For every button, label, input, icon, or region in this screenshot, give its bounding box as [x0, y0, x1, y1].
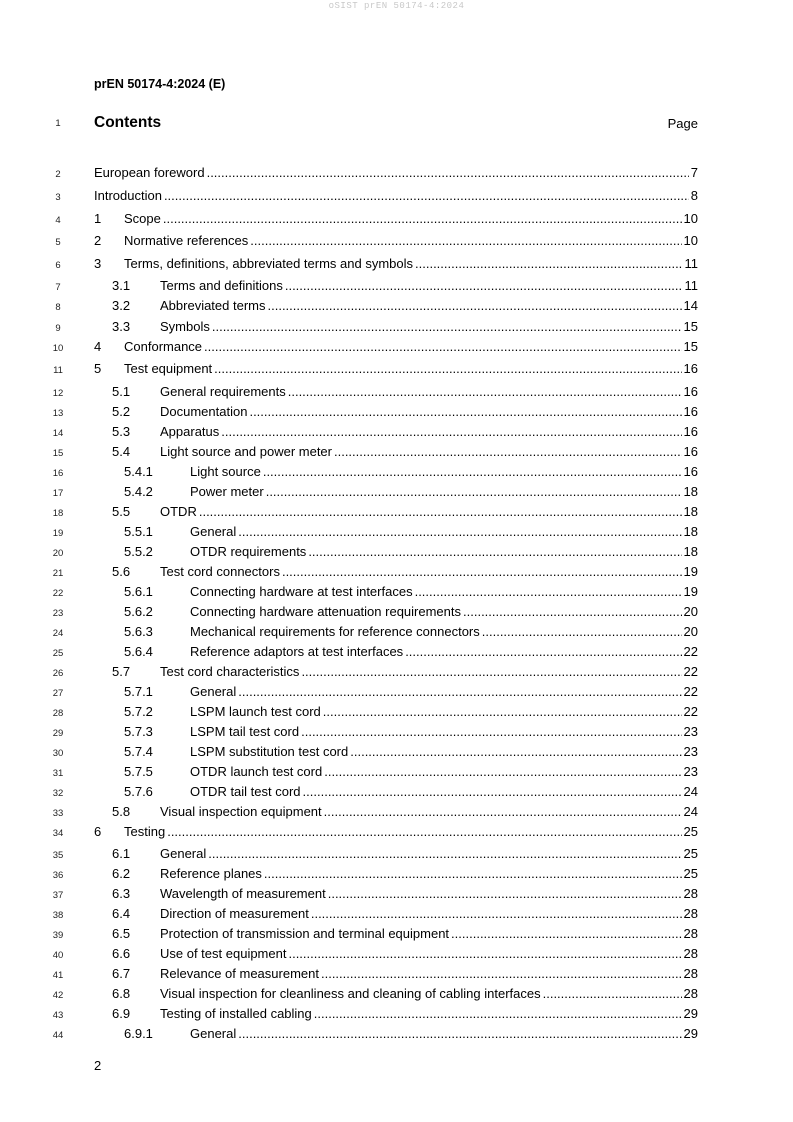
toc-entry[interactable] — [94, 404, 698, 420]
toc-entry[interactable] — [94, 824, 698, 840]
toc-entry-page: 16 — [683, 361, 698, 376]
toc-entry-number: 6.3 — [112, 886, 131, 901]
toc-entry-page: 28 — [683, 966, 698, 981]
line-number: 35 — [52, 850, 64, 861]
toc-entry[interactable] — [94, 946, 698, 962]
toc-entry-number: 5.5 — [112, 504, 131, 519]
toc-entry-number: 5.7.3 — [124, 724, 153, 739]
toc-entry[interactable] — [94, 584, 698, 600]
toc-entry-number: 5.4.2 — [124, 484, 153, 499]
toc-entry-title: Protection of transmission and terminal equipment — [160, 926, 450, 941]
dot-leader — [334, 444, 682, 459]
line-number: 15 — [52, 448, 64, 459]
toc-entry[interactable] — [94, 544, 698, 560]
line-number: 25 — [52, 648, 64, 659]
toc-entry[interactable] — [94, 664, 698, 680]
line-number: 27 — [52, 688, 64, 699]
line-number: 7 — [55, 282, 61, 293]
line-number: 32 — [52, 788, 64, 799]
page-number: 2 — [94, 1058, 102, 1073]
dot-leader — [250, 233, 681, 248]
line-number: 22 — [52, 588, 64, 599]
dot-leader — [451, 926, 681, 941]
toc-entry-number: 5.4 — [112, 444, 131, 459]
toc-entry[interactable] — [94, 804, 698, 820]
toc-entry-page: 23 — [683, 764, 698, 779]
line-number: 38 — [52, 910, 64, 921]
line-number: 26 — [52, 668, 64, 679]
toc-entry[interactable] — [94, 564, 698, 580]
toc-entry-page: 25 — [683, 846, 698, 861]
dot-leader — [543, 986, 682, 1001]
line-number: 20 — [52, 548, 64, 559]
toc-entry[interactable] — [94, 298, 698, 314]
toc-entry-page: 11 — [684, 278, 698, 293]
line-number: 16 — [52, 468, 64, 479]
toc-entry-number: 5.2 — [112, 404, 131, 419]
toc-entry-title: LSPM substitution test cord — [190, 744, 349, 759]
toc-entry-page: 10 — [683, 233, 698, 248]
toc-entry-page: 16 — [683, 444, 698, 459]
toc-entry-title: European foreword — [94, 165, 205, 180]
toc-entry-title: Test equipment — [124, 361, 213, 376]
toc-entry-page: 18 — [683, 484, 698, 499]
dot-leader — [288, 946, 681, 961]
toc-entry-title: Conformance — [124, 339, 203, 354]
toc-entry-title: Terms and definitions — [160, 278, 283, 293]
toc-entry-page: 15 — [683, 339, 698, 354]
toc-entry-page: 19 — [683, 584, 698, 599]
toc-entry-page: 22 — [683, 644, 698, 659]
line-number: 6 — [55, 260, 61, 271]
toc-entry-title: Wavelength of measurement — [160, 886, 326, 901]
dot-leader — [324, 764, 681, 779]
line-number: 39 — [52, 930, 64, 941]
toc-entry-title: General requirements — [160, 384, 286, 399]
toc-entry-title: Light source and power meter — [160, 444, 332, 459]
toc-entry-number: 5.7.5 — [124, 764, 153, 779]
dot-leader — [221, 424, 681, 439]
toc-entry-number: 5.6.1 — [124, 584, 153, 599]
toc-entry-page: 16 — [683, 404, 698, 419]
dot-leader — [266, 484, 682, 499]
toc-entry-page: 25 — [683, 866, 698, 881]
toc-entry-title: Testing — [124, 824, 166, 839]
toc-entry-number: 5.7.1 — [124, 684, 153, 699]
toc-entry-number: 5.6.3 — [124, 624, 153, 639]
toc-entry-page: 16 — [683, 464, 698, 479]
dot-leader — [212, 319, 682, 334]
line-number: 44 — [52, 1030, 64, 1041]
toc-entry-page: 23 — [683, 724, 698, 739]
dot-leader — [199, 504, 682, 519]
toc-entry[interactable] — [94, 764, 698, 780]
dot-leader — [482, 624, 682, 639]
toc-entry-page: 28 — [683, 906, 698, 921]
toc-entry[interactable] — [94, 484, 698, 500]
toc-entry-number: 6.4 — [112, 906, 131, 921]
toc-entry[interactable] — [94, 1026, 698, 1042]
line-number: 21 — [52, 568, 64, 579]
toc-entry-title: Reference adaptors at test interfaces — [190, 644, 404, 659]
toc-entry-title: Symbols — [160, 319, 210, 334]
toc-entry-number: 5.5.2 — [124, 544, 153, 559]
toc-entry-page: 14 — [683, 298, 698, 313]
toc-entry[interactable] — [94, 504, 698, 520]
toc-entry-number: 5.6.4 — [124, 644, 153, 659]
toc-entry-title: Power meter — [190, 484, 264, 499]
dot-leader — [249, 404, 681, 419]
toc-entry-title: OTDR — [160, 504, 197, 519]
toc-entry-title: Connecting hardware attenuation requirements — [190, 604, 462, 619]
line-number: 3 — [55, 192, 61, 203]
dot-leader — [405, 644, 681, 659]
line-number: 18 — [52, 508, 64, 519]
line-number: 43 — [52, 1010, 64, 1021]
dot-leader — [303, 784, 682, 799]
toc-entry-title: Reference planes — [160, 866, 262, 881]
dot-leader — [264, 866, 682, 881]
toc-entry[interactable] — [94, 444, 698, 460]
toc-entry[interactable] — [94, 319, 698, 335]
toc-entry-page: 15 — [683, 319, 698, 334]
dot-leader — [463, 604, 682, 619]
watermark: oSIST prEN 50174-4:2024 — [328, 1, 465, 11]
dot-leader — [238, 1026, 681, 1041]
toc-entry[interactable] — [94, 724, 698, 740]
toc-entry[interactable] — [94, 644, 698, 660]
toc-entry[interactable] — [94, 704, 698, 720]
dot-leader — [323, 704, 682, 719]
line-number: 1 — [55, 118, 61, 129]
dot-leader — [311, 906, 682, 921]
toc-entry-number: 3.1 — [112, 278, 131, 293]
toc-entry[interactable] — [94, 233, 698, 249]
toc-entry[interactable] — [94, 906, 698, 922]
toc-entry[interactable] — [94, 926, 698, 942]
toc-entry[interactable] — [94, 744, 698, 760]
dot-leader — [163, 211, 682, 226]
line-number: 13 — [52, 408, 64, 419]
toc-entry[interactable] — [94, 866, 698, 882]
line-number: 8 — [55, 302, 61, 313]
dot-leader — [285, 278, 683, 293]
toc-entry-title: Testing of installed cabling — [160, 1006, 312, 1021]
toc-entry[interactable] — [94, 846, 698, 862]
toc-entry-title: OTDR requirements — [190, 544, 307, 559]
toc-entry[interactable] — [94, 684, 698, 700]
line-number: 14 — [52, 428, 64, 439]
toc-entry-page: 19 — [683, 564, 698, 579]
toc-entry-number: 5.7.4 — [124, 744, 153, 759]
line-number: 23 — [52, 608, 64, 619]
dot-leader — [415, 584, 682, 599]
toc-entry-title: Normative references — [124, 233, 249, 248]
toc-entry-page: 24 — [683, 804, 698, 819]
toc-entry-number: 2 — [94, 233, 102, 248]
line-number: 40 — [52, 950, 64, 961]
toc-entry-page: 20 — [683, 604, 698, 619]
toc-entry-number: 6.5 — [112, 926, 131, 941]
dot-leader — [301, 664, 681, 679]
line-number: 33 — [52, 808, 64, 819]
toc-entry-page: 25 — [683, 824, 698, 839]
toc-entry-number: 6 — [94, 824, 102, 839]
dot-leader — [167, 824, 681, 839]
dot-leader — [208, 846, 681, 861]
toc-entry-page: 28 — [683, 926, 698, 941]
toc-entry-title: LSPM tail test cord — [190, 724, 300, 739]
toc-entry-number: 3.3 — [112, 319, 131, 334]
dot-leader — [214, 361, 681, 376]
toc-entry-title: Test cord characteristics — [160, 664, 300, 679]
dot-leader — [415, 256, 682, 271]
toc-entry-page: 28 — [683, 946, 698, 961]
toc-entry[interactable] — [94, 986, 698, 1002]
toc-entry-page: 8 — [690, 188, 698, 203]
toc-entry-number: 6.9.1 — [124, 1026, 153, 1041]
toc-entry-number: 3 — [94, 256, 102, 271]
toc-entry-number: 5.7.6 — [124, 784, 153, 799]
toc-entry[interactable] — [94, 278, 698, 294]
dot-leader — [324, 804, 682, 819]
dot-leader — [314, 1006, 682, 1021]
toc-entry-page: 22 — [683, 684, 698, 699]
toc-entry-page: 22 — [683, 704, 698, 719]
toc-entry-number: 5.5.1 — [124, 524, 153, 539]
toc-entry[interactable] — [94, 886, 698, 902]
toc-entry-number: 6.9 — [112, 1006, 131, 1021]
dot-leader — [238, 524, 681, 539]
toc-entry-title: Scope — [124, 211, 161, 226]
toc-entry-number: 4 — [94, 339, 102, 354]
line-number: 9 — [55, 323, 61, 334]
dot-leader — [328, 886, 682, 901]
toc-entry-number: 5 — [94, 361, 102, 376]
toc-entry-page: 23 — [683, 744, 698, 759]
toc-entry-number: 6.8 — [112, 986, 131, 1001]
toc-entry[interactable] — [94, 188, 698, 204]
dot-leader — [282, 564, 682, 579]
toc-entry-title: Apparatus — [160, 424, 220, 439]
toc-entry[interactable] — [94, 524, 698, 540]
toc-entry-number: 5.1 — [112, 384, 131, 399]
toc-entry-title: OTDR tail test cord — [190, 784, 301, 799]
dot-leader — [164, 188, 689, 203]
line-number: 2 — [55, 169, 61, 180]
toc-entry[interactable] — [94, 624, 698, 640]
toc-entry-title: Use of test equipment — [160, 946, 287, 961]
toc-entry-title: Light source — [190, 464, 261, 479]
toc-entry-title: General — [190, 684, 237, 699]
dot-leader — [263, 464, 682, 479]
toc-entry-title: Visual inspection equipment — [160, 804, 322, 819]
toc-entry-title: Documentation — [160, 404, 248, 419]
toc-entry-number: 6.2 — [112, 866, 131, 881]
toc-entry-number: 6.7 — [112, 966, 131, 981]
toc-entry-page: 18 — [683, 544, 698, 559]
dot-leader — [350, 744, 681, 759]
line-number: 34 — [52, 828, 64, 839]
dot-leader — [308, 544, 681, 559]
line-number: 4 — [55, 215, 61, 226]
line-number: 12 — [52, 388, 64, 399]
toc-entry-title: Test cord connectors — [160, 564, 280, 579]
toc-entry[interactable] — [94, 339, 698, 355]
dot-leader — [207, 165, 689, 180]
toc-entry-page: 10 — [683, 211, 698, 226]
toc-entry[interactable] — [94, 424, 698, 440]
toc-entry-number: 5.6.2 — [124, 604, 153, 619]
toc-entry-number: 5.7.2 — [124, 704, 153, 719]
toc-entry-title: LSPM launch test cord — [190, 704, 321, 719]
toc-entry-title: Visual inspection for cleanliness and cleaning of cabling interfaces — [160, 986, 541, 1001]
toc-entry[interactable] — [94, 464, 698, 480]
toc-entry-title: OTDR launch test cord — [190, 764, 323, 779]
toc-entry-title: Terms, definitions, abbreviated terms and symbols — [124, 256, 414, 271]
line-number: 31 — [52, 768, 64, 779]
line-number: 36 — [52, 870, 64, 881]
toc-entry-page: 28 — [683, 986, 698, 1001]
line-number: 41 — [52, 970, 64, 981]
line-number: 19 — [52, 528, 64, 539]
line-number: 42 — [52, 990, 64, 1001]
dot-leader — [268, 298, 682, 313]
line-number: 24 — [52, 628, 64, 639]
toc-entry-number: 5.4.1 — [124, 464, 153, 479]
toc-entry-title: Relevance of measurement — [160, 966, 319, 981]
toc-entry-number: 6.1 — [112, 846, 131, 861]
toc-entry-title: Direction of measurement — [160, 906, 309, 921]
dot-leader — [321, 966, 682, 981]
toc-entry[interactable] — [94, 211, 698, 227]
line-number: 17 — [52, 488, 64, 499]
page-column-label: Page — [667, 116, 698, 131]
contents-title: Contents — [94, 114, 162, 131]
toc-entry[interactable] — [94, 966, 698, 982]
line-number: 10 — [52, 343, 64, 354]
toc-entry-page: 29 — [683, 1006, 698, 1021]
toc-entry-page: 29 — [683, 1026, 698, 1041]
toc-entry-number: 6.6 — [112, 946, 131, 961]
toc-entry[interactable] — [94, 256, 698, 272]
toc-entry-number: 5.6 — [112, 564, 131, 579]
toc-entry-number: 5.8 — [112, 804, 131, 819]
toc-entry-page: 16 — [683, 384, 698, 399]
dot-leader — [204, 339, 681, 354]
toc-entry-number: 5.7 — [112, 664, 131, 679]
toc-entry-title: Mechanical requirements for reference connectors — [190, 624, 480, 639]
toc-entry-page: 7 — [690, 165, 698, 180]
dot-leader — [301, 724, 681, 739]
toc-entry-number: 5.3 — [112, 424, 131, 439]
toc-entry-page: 22 — [683, 664, 698, 679]
toc-entry-page: 24 — [683, 784, 698, 799]
dot-leader — [238, 684, 681, 699]
toc-entry-number: 3.2 — [112, 298, 131, 313]
toc-entry[interactable] — [94, 384, 698, 400]
line-number: 28 — [52, 708, 64, 719]
toc-entry[interactable] — [94, 784, 698, 800]
toc-entry[interactable] — [94, 165, 698, 181]
toc-entry[interactable] — [94, 361, 698, 377]
toc-entry-page: 18 — [683, 524, 698, 539]
line-number: 29 — [52, 728, 64, 739]
toc-entry-page: 16 — [683, 424, 698, 439]
line-number: 37 — [52, 890, 64, 901]
line-number: 11 — [53, 365, 63, 376]
toc-entry-page: 11 — [684, 256, 698, 271]
toc-entry[interactable] — [94, 604, 698, 620]
toc-entry-title: General — [190, 1026, 237, 1041]
line-number: 5 — [55, 237, 61, 248]
toc-entry-page: 20 — [683, 624, 698, 639]
toc-entry-title: Abbreviated terms — [160, 298, 266, 313]
toc-entry[interactable] — [94, 1006, 698, 1022]
toc-entry-title: Connecting hardware at test interfaces — [190, 584, 413, 599]
document-id: prEN 50174-4:2024 (E) — [94, 77, 226, 91]
toc-entry-number: 1 — [94, 211, 102, 226]
toc-entry-page: 18 — [683, 504, 698, 519]
dot-leader — [288, 384, 682, 399]
toc-entry-title: Introduction — [94, 188, 162, 203]
toc-entry-title: General — [190, 524, 237, 539]
toc-entry-title: General — [160, 846, 207, 861]
toc-entry-page: 28 — [683, 886, 698, 901]
line-number: 30 — [52, 748, 64, 759]
